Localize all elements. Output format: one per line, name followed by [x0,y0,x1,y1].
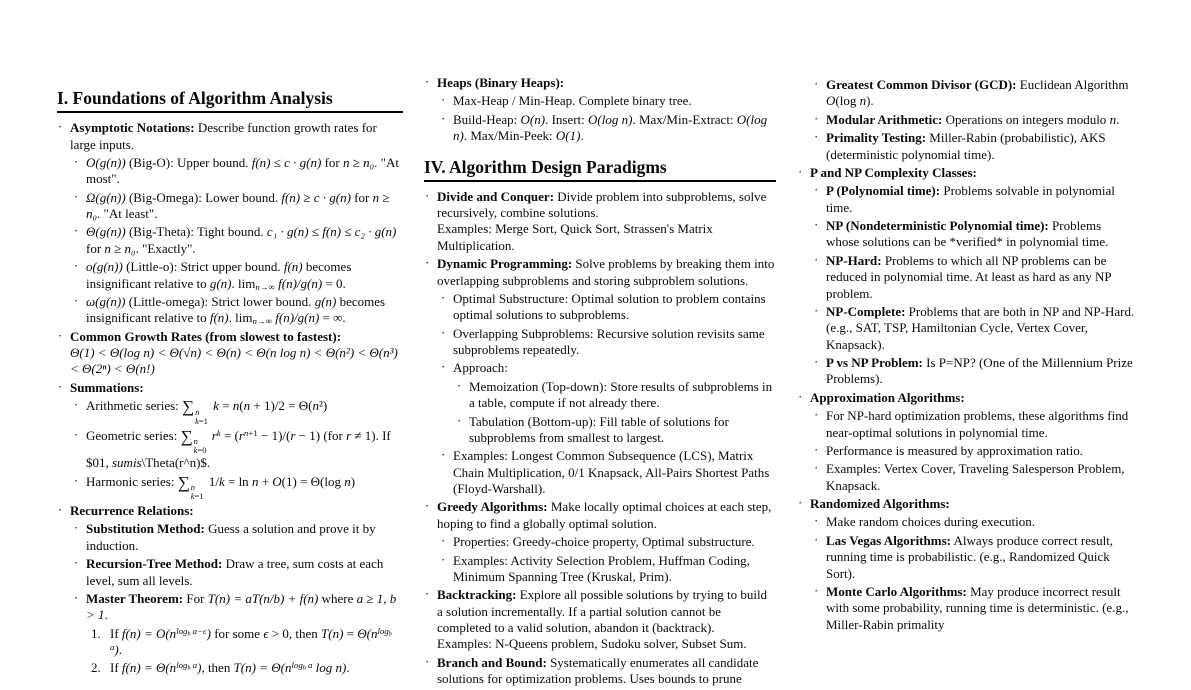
list [456,379,776,447]
list [440,93,776,144]
list-item-text: P (Polynomial time): Problems solvable in polynomial time. [826,183,1115,215]
bullet-marker: · [814,217,819,232]
bullet-marker: · [74,188,79,204]
list-item [440,534,776,550]
list-item-text: Approach: [453,360,508,376]
number-marker: 2. [91,660,101,676]
bullet-marker: · [425,187,430,203]
bullet-marker: · [74,223,79,239]
bullet-marker: · [814,129,819,145]
list-item [73,224,403,257]
list-item [440,291,776,324]
list-item-text: Examples: Activity Selection Problem, Huffman Coding, Minimum Spanning Tree (Kruskal, Prim). [453,552,750,584]
list-item [813,183,1137,216]
list-item [73,398,403,426]
list [73,521,403,676]
list-item [813,130,1137,163]
list-item-text: Modular Arithmetic: Operations on integers modulo n. [826,111,1120,127]
list-item [57,380,403,501]
list-item [73,259,403,292]
list-item [73,474,403,502]
bullet-marker: · [798,163,803,179]
bullet-marker: · [814,531,819,547]
column-complexity [797,75,1137,635]
list-item [440,448,776,497]
list-item [440,93,776,109]
list-item [440,112,776,145]
list [440,291,776,498]
list-item-text: Overlapping Subproblems: Recursive solution revisits same subproblems repeatedly. [453,325,765,357]
list-item [456,414,776,447]
list [813,514,1137,633]
list [57,120,403,677]
bullet-marker: · [74,397,79,413]
list-item-text: NP (Nondeterministic Polynomial time): Problems whose solutions can be *verified* in polynomial time. [826,218,1109,250]
bullet-marker: · [814,354,819,369]
list-item [813,253,1137,302]
list-item-text: Summations: [70,379,144,395]
list-item-text: Arithmetic series: ∑ n k=1 k = n(n + 1)/2 = Θ(n²) [86,397,328,426]
bullet-marker: · [814,76,819,91]
bullet-marker: · [814,182,819,198]
bullet-marker: · [457,377,462,393]
list-item [813,355,1137,388]
list-item-text: Θ(g(n)) (Big-Theta): Tight bound. c₁ · g(n) ≤ f(n) ≤ c₂ · g(n) for n ≥ n₀. "Exactly". [86,224,397,256]
list-item [456,379,776,412]
bullet-marker: · [798,388,803,404]
list-item [89,660,403,676]
list-item [424,189,776,255]
list-item-text: Max-Heap / Min-Heap. Complete binary tree. [453,93,692,109]
list-item-text: Harmonic series: ∑ n k=1 1/k = ln n + O(1) = Θ(log n) [86,472,356,502]
list-item [73,190,403,223]
list-item-text: Examples: Vertex Cover, Traveling Salesperson Problem, Knapsack. [826,461,1125,493]
bullet-marker: · [74,153,79,169]
list-item-text: Examples: Longest Common Subsequence (LCS), Matrix Chain Multiplication, 0/1 Knapsack, All-Pairs Shortest Paths (Floyd-Warshall). [453,448,770,496]
list-item [813,408,1137,441]
list-item-text: For NP-hard optimization problems, these algorithms find near-optimal solutions in polynomial time. [826,408,1129,440]
list-item-text: NP-Hard: Problems to which all NP problems can be reduced in polynomial time. At least as hard as any NP problem. [826,252,1112,301]
list-item [57,329,403,378]
bullet-marker: · [457,412,462,428]
list-item [813,533,1137,582]
list-item [89,626,403,659]
list-item-text: Build-Heap: O(n). Insert: O(log n). Max/Min-Extract: O(log n). Max/Min-Peek: O(1). [453,111,768,144]
list-item-text: Asymptotic Notations: Describe function growth rates for large inputs. [70,120,377,152]
bullet-marker: · [58,502,63,518]
section-heading: I. Foundations of Algorithm Analysis [57,88,403,113]
bullet-marker: · [814,407,819,423]
list-item-text: P vs NP Problem: Is P=NP? (One of the Millennium Prize Problems). [826,355,1133,387]
list-item [424,499,776,585]
list-item-text: Performance is measured by approximation ratio. [826,442,1084,458]
list [424,189,776,688]
list-item [73,428,403,472]
list [73,155,403,327]
list-item-text: P and NP Complexity Classes: [810,164,977,180]
list-item-text: Ω(g(n)) (Big-Omega): Lower bound. f(n) ≥ c · g(n) for n ≥ n₀. "At least". [86,189,390,221]
bullet-marker: · [425,255,430,271]
list-item-text: Las Vegas Algorithms: Always produce correct result, running time is probabilistic. (e.g., Randomized Quick Sort). [826,532,1114,581]
bullet-marker: · [814,582,819,598]
list-item [797,496,1137,633]
list-item [813,461,1137,494]
bullet-marker: · [58,119,63,135]
bullet-marker: · [814,251,819,267]
list-item-text: Heaps (Binary Heaps): [437,75,565,90]
list-item [440,360,776,446]
list-item-text: ω(g(n)) (Little-omega): Strict lower bound. g(n) becomes insignificant relative to f(n). $\lim_{n\to\infty} f(n)/g(n)$ = ∞. [86,293,386,327]
bullet-marker: · [74,258,79,274]
list-item-text: Properties: Greedy-choice property, Optimal substructure. [453,534,755,550]
list-item-text: Master Theorem: For T(n) = aT(n/b) + f(n) where a ≥ 1, b > 1. [86,590,397,623]
list-item-text: Tabulation (Bottom-up): Fill table of solutions for subproblems from smallest to largest. [469,413,729,445]
list-item [797,390,1137,494]
bullet-marker: · [58,378,63,394]
bullet-marker: · [441,533,446,549]
list-item [797,165,1137,388]
list-item-text: O(g(n)) (Big-O): Upper bound. f(n) ≤ c · g(n) for n ≥ n₀. "At most". [86,154,399,187]
list-item-text: If $f(n) = O(n^{log_b a-\epsilon})$ for some ϵ > 0, then $T(n) = \Theta(n^{log_b a})$. [110,625,392,658]
list-item-text: Memoization (Top-down): Store results of subproblems in a table, compute if not already there. [469,378,773,411]
bullet-marker: · [798,495,803,510]
list-item-text: Optimal Substructure: Optimal solution to problem contains optimal solutions to subproblems. [453,290,766,323]
bullet-marker: · [425,653,430,669]
number-marker: 1. [91,625,101,641]
list [440,534,776,585]
list-item-text: Branch and Bound: Systematically enumerates all candidate solutions for optimization problems. Uses bounds to prune [437,654,759,687]
bullet-marker: · [441,447,446,463]
list-item-text: Geometric series: ∑ n k=0 $r^k = (r^{n+1} - 1)/(r - 1)$ (for r ≠ 1). If $01, sumis\Theta(r^n)$. [86,426,391,471]
list-item-text: NP-Complete: Problems that are both in NP and NP-Hard. (e.g., SAT, TSP, Hamiltonian Cycle, Vertex Cover, Knapsack). [826,303,1135,352]
list-item-text: o(g(n)) (Little-o): Strict upper bound. f(n) becomes insignificant relative to g(n). $\lim_{n\to\infty} f(n)/g(n) = 0$. [86,259,352,292]
list-item-text: Substitution Method: Guess a solution and prove it by induction. [86,521,376,553]
list [813,183,1137,388]
list [89,626,403,677]
list-item [813,77,1137,110]
list [73,398,403,501]
list-item-text: Randomized Algorithms: [810,496,950,511]
list-item-text: Approximation Algorithms: [810,389,965,405]
list-item [57,503,403,677]
list-item-text: Greedy Algorithms: Make locally optimal choices at each step, hoping to find a globally optimal solution. [437,499,772,531]
bullet-marker: · [58,327,63,343]
list-item-text: If $f(n) = \Theta(n^{log_b a})$, then $T(n) = \Theta(n^{log_b a}$ log n). [110,660,350,676]
list-item [813,443,1137,459]
bullet-marker: · [425,586,430,602]
list-item [813,514,1137,530]
list-item-text: Divide and Conquer: Divide problem into subproblems, solve recursively, combine solutions. Examples: Merge Sort, Quick Sort, Strassen's Matrix Multiplication. [437,188,767,253]
bullet-marker: · [814,441,819,457]
list-item [57,120,403,327]
list-item [73,521,403,554]
list-item-text: Dynamic Programming: Solve problems by breaking them into overlapping subproblems and storing subproblem solutions. [437,256,775,288]
list [424,75,776,145]
list-item [813,112,1137,128]
column-foundations [57,88,403,679]
bullet-marker: · [74,589,79,605]
list-item [73,556,403,589]
bullet-marker: · [441,92,446,108]
list-item-text: Recurrence Relations: [70,503,194,519]
list-item-text: Monte Carlo Algorithms: May produce incorrect result with some probability, running time is deterministic. (e.g., Miller-Rabin primality [826,583,1129,632]
list-item [73,155,403,188]
bullet-marker: · [74,520,79,536]
bullet-marker: · [425,74,430,89]
list-item [813,304,1137,353]
list-item-text: Backtracking: Explore all possible solutions by trying to build a solution incrementally. If a partial solution cannot be completed to a valid solution, abandon it (backtrack). Examples: N-Queens problem, Sudoku solver, Subset Sum. [437,587,768,652]
list-item [424,256,776,497]
list-item [440,553,776,586]
list-item [424,655,776,688]
bullet-marker: · [441,324,446,340]
bullet-marker: · [441,551,446,567]
bullet-marker: · [74,472,79,488]
list [813,77,1137,163]
column-paradigms [424,73,776,690]
list [797,165,1137,633]
bullet-marker: · [74,426,79,442]
list-item [424,587,776,653]
list-item [424,75,776,145]
list-item-text: Make random choices during execution. [826,514,1036,530]
bullet-marker: · [814,460,819,476]
bullet-marker: · [814,110,819,126]
bullet-marker: · [814,513,819,529]
bullet-marker: · [425,498,430,514]
bullet-marker: · [441,289,446,305]
list-item [813,218,1137,251]
list-item-text: Primality Testing: Miller-Rabin (probabilistic), AKS (deterministic polynomial time). [826,130,1106,162]
bullet-marker: · [74,292,79,308]
bullet-marker: · [441,359,446,375]
bullet-marker: · [441,110,446,126]
list-item-text: Recursion-Tree Method: Draw a tree, sum costs at each level, sum all levels. [86,556,384,588]
bullet-marker: · [74,555,79,571]
list-item [73,591,403,677]
bullet-marker: · [814,302,819,318]
list [813,408,1137,494]
list-item-text: Greatest Common Divisor (GCD): Euclidean Algorithm O(log n). [826,77,1129,109]
section-heading: IV. Algorithm Design Paradigms [424,157,776,182]
list-item [440,326,776,359]
list-item-text: Common Growth Rates (from slowest to fastest): Θ(1) < Θ(log n) < Θ(√n) < Θ(n) < Θ(n log n) < Θ(n²) < Θ(n³) < Θ(2ⁿ) < Θ(n!) [70,328,398,377]
list-item [73,294,403,327]
